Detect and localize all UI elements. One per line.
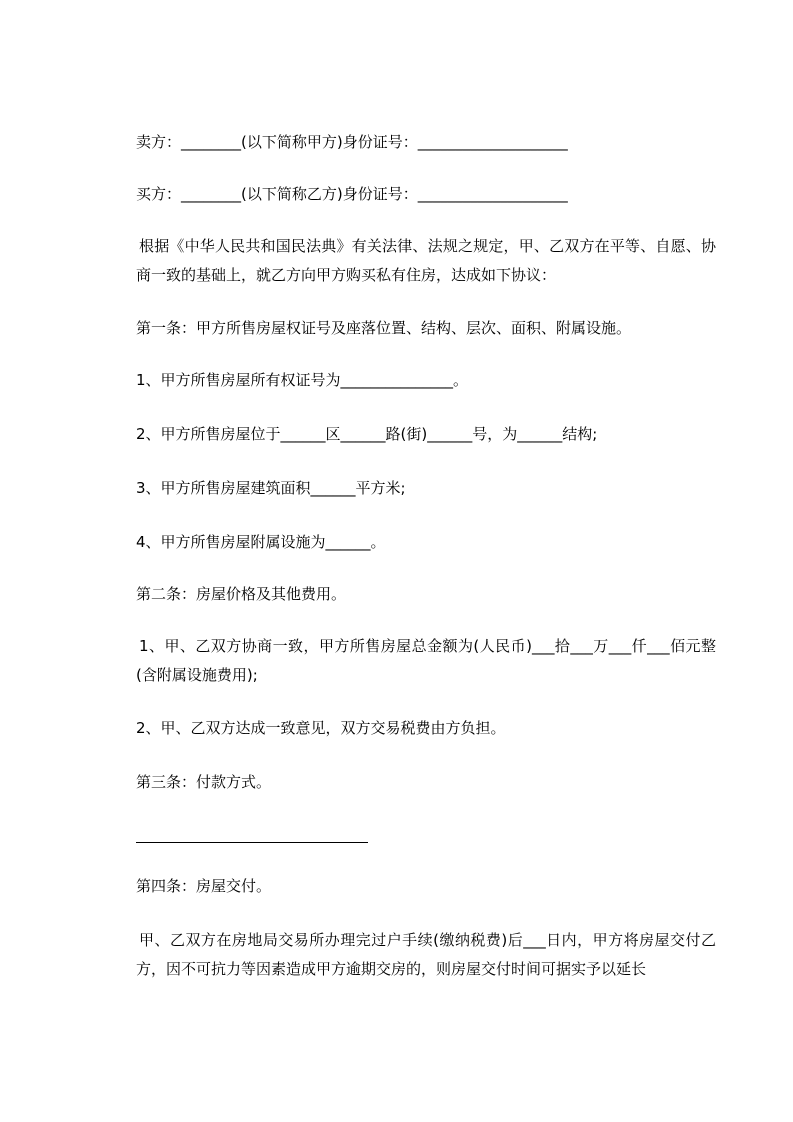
article1-title: 第一条：甲方所售房屋权证号及座落位置、结构、层次、面积、附属设施。 (136, 319, 632, 337)
article4-body: 甲、乙双方在房地局交易所办理完过户手续(缴纳税费)后___日内，甲方将房屋交付乙方，因不可抗力等因素造成甲方逾期交房的，则房屋交付时间可据实予以延长 (136, 931, 716, 978)
intro-paragraph: 根据《中华人民共和国民法典》有关法律、法规之规定，甲、乙双方在平等、自愿、协商一致的基础上，就乙方向甲方购买私有住房，达成如下协议： (136, 237, 716, 284)
article2-item-2: 2、甲、乙双方达成一致意见，双方交易税费由方负担。 (136, 719, 506, 737)
article1-item-1: 1、甲方所售房屋所有权证号为_______________。 (136, 371, 469, 389)
buyer-line: 买方：________(以下简称乙方)身份证号：____________________ (136, 185, 568, 203)
article4-title: 第四条：房屋交付。 (136, 877, 272, 895)
article1-item-4: 4、甲方所售房屋附属设施为______。 (136, 533, 386, 551)
article1-item-2: 2、甲方所售房屋位于______区______路(街)______号，为______结构; (136, 425, 598, 443)
article1-item-3: 3、甲方所售房屋建筑面积______平方米; (136, 479, 406, 497)
seller-line: 卖方：________(以下简称甲方)身份证号：____________________ (136, 133, 568, 151)
article3-title: 第三条：付款方式。 (136, 773, 272, 791)
article2-title: 第二条：房屋价格及其他费用。 (136, 585, 347, 603)
article2-item-1: 1、甲、乙双方协商一致，甲方所售房屋总金额为(人民币)___拾___万___仟___佰元整(含附属设施费用); (136, 637, 716, 684)
payment-blank-line (136, 842, 368, 843)
